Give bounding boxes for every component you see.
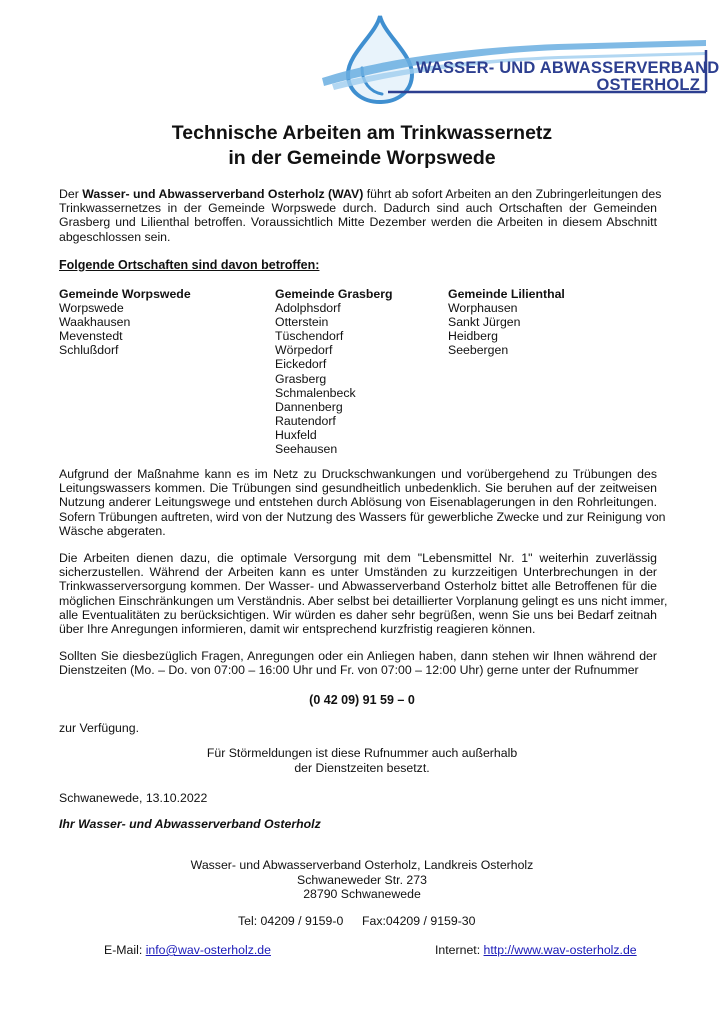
intro-line1-rest: führt ab sofort Arbeiten an den Zubringerleitungen des [363,187,662,201]
para-line: Aufgrund der Maßnahme kann es im Netz zu Druckschwankungen und vorübergehend zu Trübungen des [59,467,657,481]
footer-org: Wasser- und Abwasserverband Osterholz, Landkreis Osterholz [190,858,534,872]
place-item: Rautendorf [275,413,336,428]
available-text: zur Verfügung. [59,721,139,735]
para-line: Die Arbeiten dienen dazu, die optimale Versorgung mit dem "Lebensmittel Nr. 1" weiterhin zuverlässig [59,551,657,565]
place-item: Seehausen [275,442,338,457]
para-line: Wäsche abgeraten. [59,523,166,538]
contact-paragraph [59,649,657,677]
municipality-lilienthal [448,287,565,357]
footer-fax: Fax:04209 / 9159-30 [362,914,476,928]
place-item: Wörpedorf [275,343,333,358]
place-item: Schlußdorf [59,343,119,358]
logo-text-line1: WASSER- UND ABWASSERVERBAND [416,59,720,77]
intro-line1 [59,187,662,201]
place-item: Worphausen [448,301,518,316]
place-item: Mevenstedt [59,329,123,344]
place-item: Tüschendorf [275,329,344,344]
turbidity-paragraph [59,467,666,538]
para-line: Sofern Trübungen auftreten, wird von der Nutzung des Wassers für gewerbliche Zwecke und zur Reinigung von [59,509,666,524]
phone-number: (0 42 09) 91 59 – 0 [309,693,415,707]
place-item: Sankt Jürgen [448,315,521,330]
footer-city: 28790 Schwanewede [303,887,421,901]
para-line: möglichen Einschränkungen um Verständnis. Aber selbst bei detaillierter Vorplanung gelingt es uns nicht immer, [59,593,668,608]
place-item: Heidberg [448,329,498,344]
municipality-heading: Gemeinde Worpswede [59,287,191,301]
place-item: Otterstein [275,315,329,330]
place-item: Eickedorf [275,357,327,372]
place-item: Worpswede [59,301,124,316]
emergency-note [0,746,724,775]
title-line2: in der Gemeinde Worpswede [228,147,496,169]
intro-line4: abgeschlossen sein. [59,229,171,244]
municipality-heading: Gemeinde Lilienthal [448,287,565,301]
place-item: Grasberg [275,371,327,386]
para-line: über Ihre Anregungen informieren, damit wir entsprechend kurzfristig reagieren können. [59,622,536,637]
para-line: alle Eventualitäten zu berücksichtigen. Wir würden es daher sehr begrüßen, wenn Sie uns bei Bedarf zeitnah [59,607,657,622]
municipality-heading: Gemeinde Grasberg [275,287,393,301]
organization-logo [318,12,720,104]
emergency-line2: der Dienstzeiten besetzt. [294,760,430,775]
place-item: Huxfeld [275,427,317,442]
footer-internet [435,943,637,957]
para-line: Nutzung anderer Leitungswege und entstehen durch Ablösung von Eisenablagerungen in den Rohrleitungen. [59,495,657,510]
email-link[interactable]: info@wav-osterholz.de [145,943,271,957]
footer-address [0,858,724,902]
affected-heading: Folgende Ortschaften sind davon betroffen: [59,258,320,272]
para-line: Trinkwasserversorgung kommen. Der Wasser- und Abwasserverband Osterholz bittet alle Betroffenen für die [59,579,657,594]
intro-prefix: Der [59,187,83,201]
para-line: Leitungswassers kommen. Die Trübungen sind gesundheitlich unbedenklich. Sie beruhen auf der zeitweisen [59,481,657,496]
municipality-grasberg [275,287,393,456]
website-link[interactable]: http://www.wav-osterholz.de [483,943,637,957]
page-title [0,121,724,171]
place-date: Schwanewede, 13.10.2022 [59,791,208,805]
place-item: Dannenberg [275,399,343,414]
intro-org-name: Wasser- und Abwasserverband Osterholz (WAV) [82,187,364,201]
closing-signature: Ihr Wasser- und Abwasserverband Osterholz [59,817,321,831]
footer-email [104,943,271,957]
place-item: Schmalenbeck [275,385,356,400]
intro-line2: Trinkwassernetzes in der Gemeinde Worpswede durch. Dadurch sind auch Ortschaften der Gemeinden [59,201,657,216]
place-item: Adolphsdorf [275,301,341,316]
supply-paragraph [59,551,668,637]
place-item: Seebergen [448,343,509,358]
footer-street: Schwaneweder Str. 273 [297,872,427,887]
para-line: Dienstzeiten (Mo. – Do. von 07:00 – 16:00 Uhr und Fr. von 07:00 – 12:00 Uhr) gerne unter der Rufnummer [59,663,639,678]
email-label: E-Mail: [104,943,146,957]
para-line: sicherzustellen. Während der Arbeiten kann es unter Umständen zu kurzzeitigen Unterbrechungen in der [59,565,657,580]
municipality-worpswede [59,287,191,357]
logo-text-line2: OSTERHOLZ [596,76,700,94]
intro-line3: Grasberg und Lilienthal betroffen. Voraussichtlich Mitte Dezember werden die Arbeiten in diesem Abschnitt [59,215,657,230]
internet-label: Internet: [435,943,484,957]
footer-tel: Tel: 04209 / 9159-0 [238,914,344,928]
emergency-line1: Für Störmeldungen ist diese Rufnummer auch außerhalb [206,746,518,760]
place-item: Waakhausen [59,315,131,330]
title-line1: Technische Arbeiten am Trinkwassernetz [171,122,553,144]
intro-paragraph [59,187,662,244]
para-line: Sollten Sie diesbezüglich Fragen, Anregungen oder ein Anliegen haben, dann stehen wir Ihnen während der [59,649,657,663]
